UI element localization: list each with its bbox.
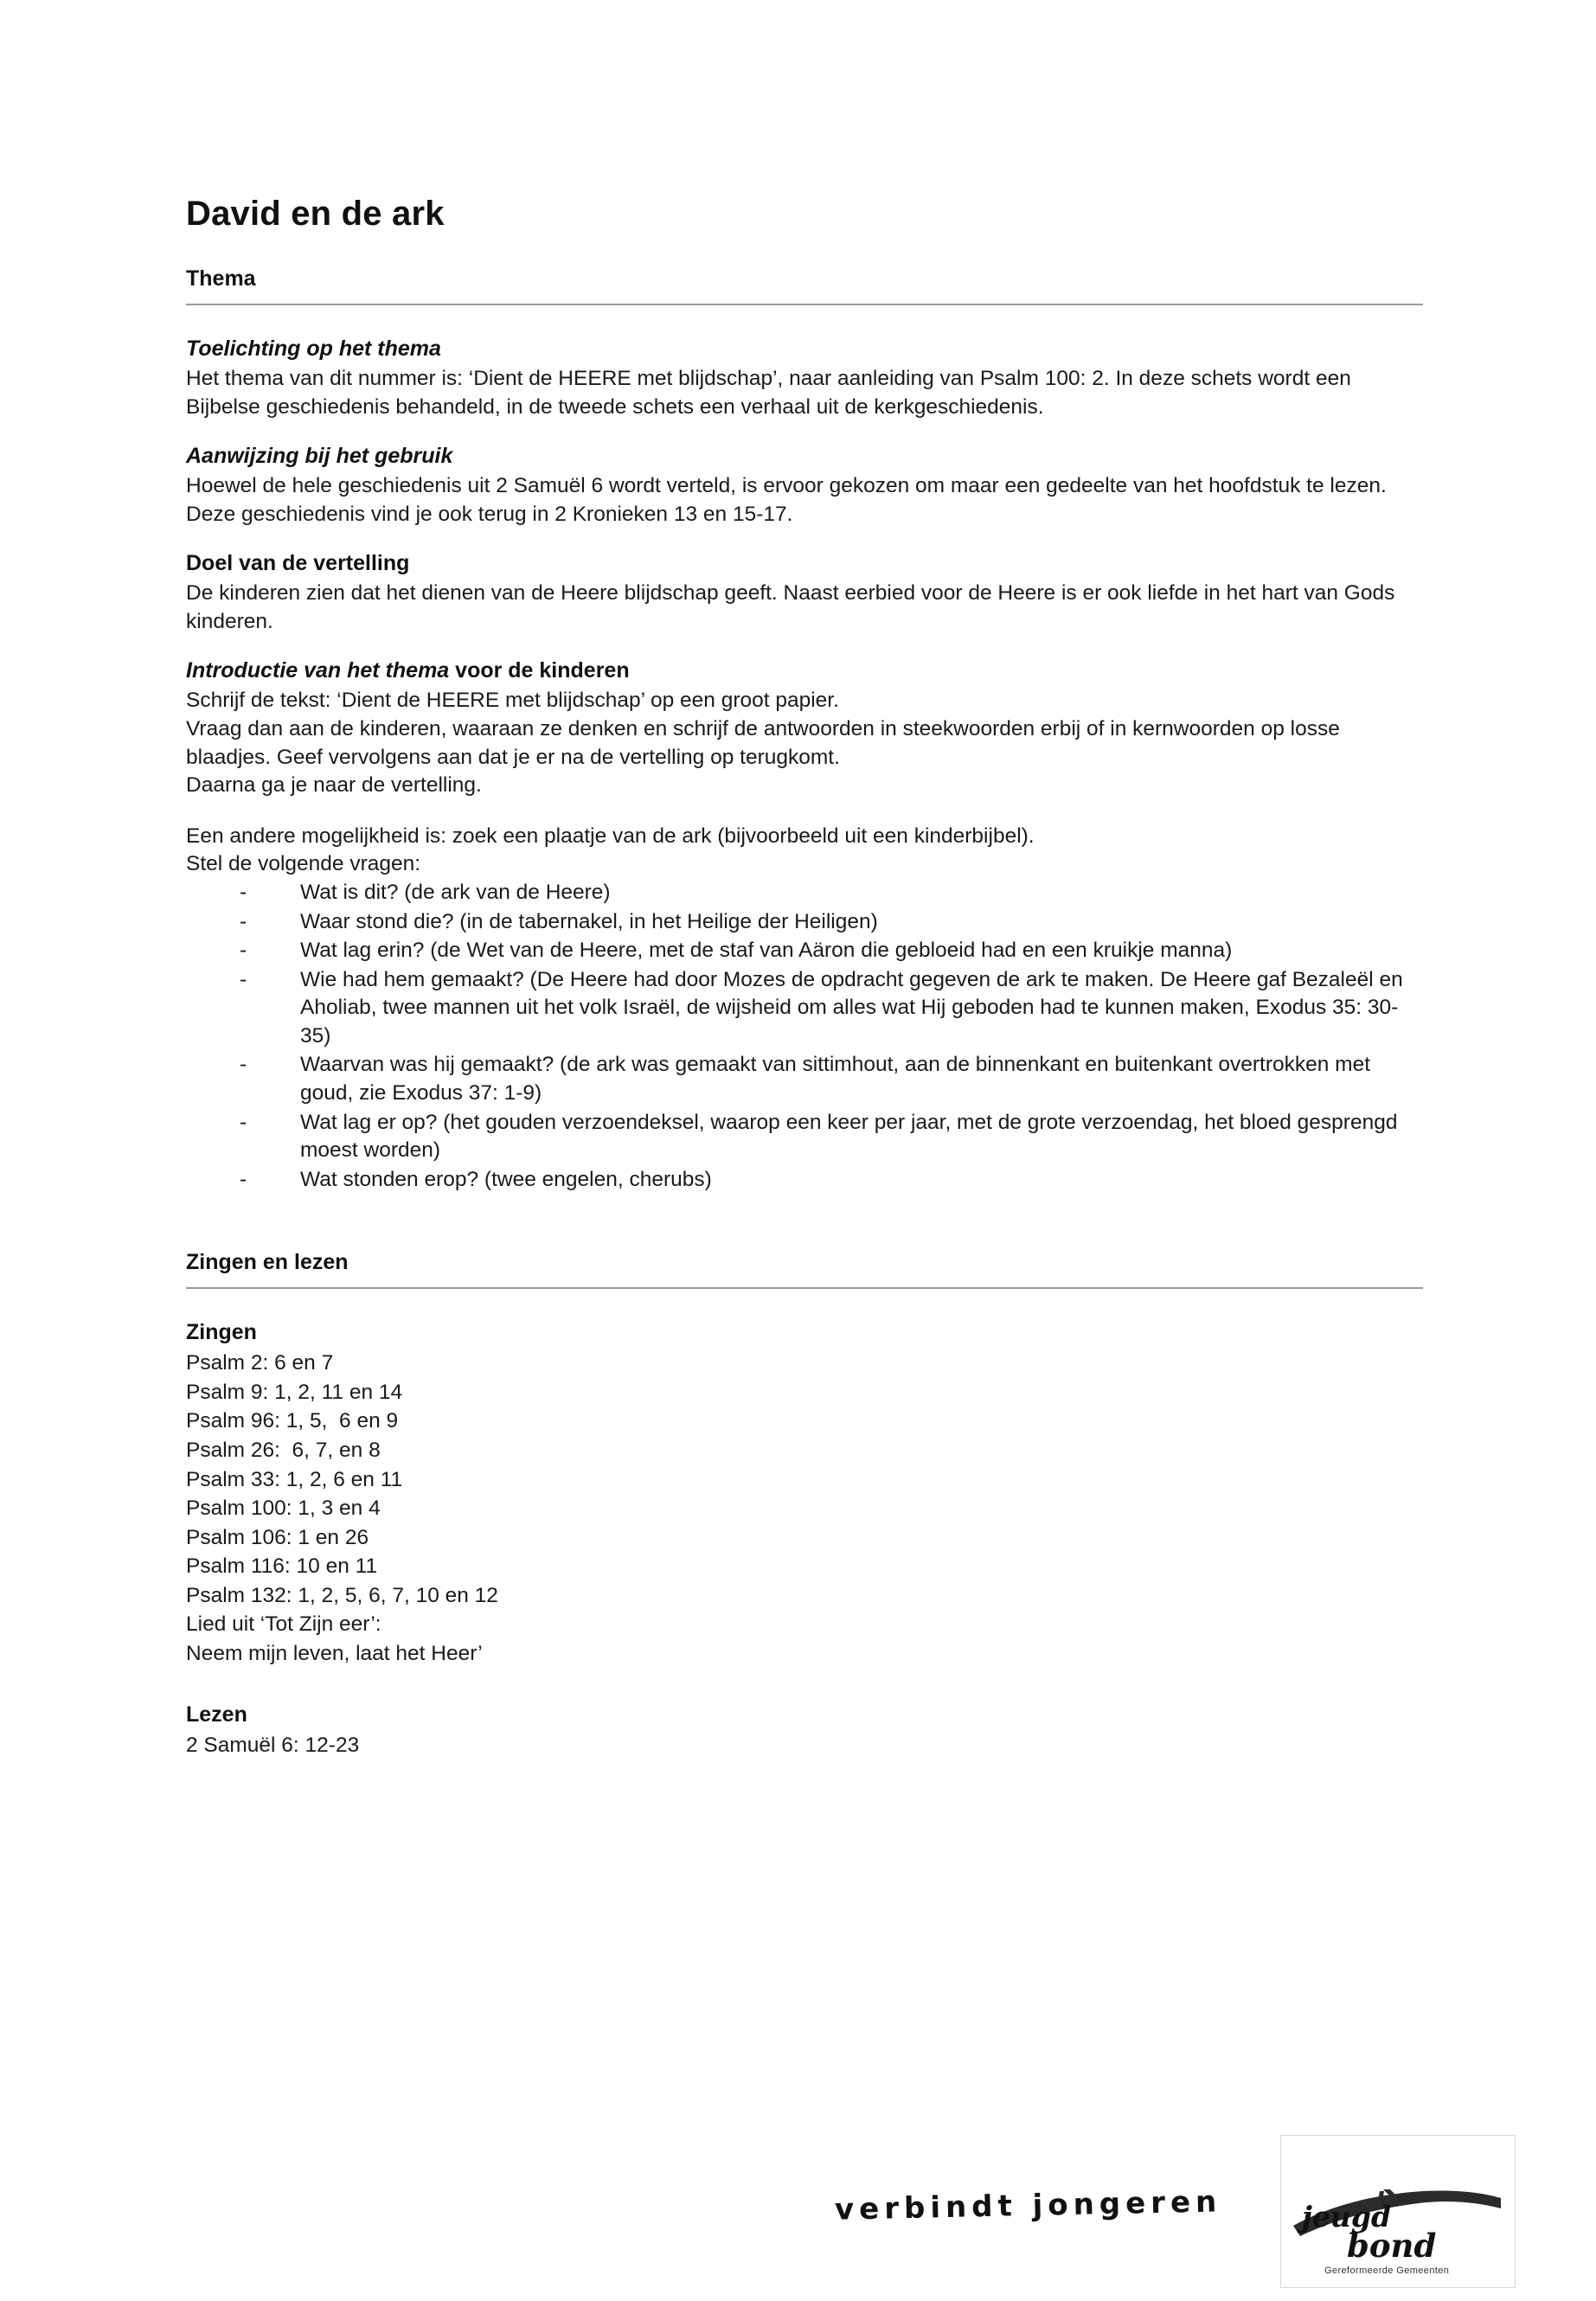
list-item: Psalm 106: 1 en 26 (186, 1525, 369, 1549)
block-gap (186, 1668, 1423, 1702)
paragraph-mogelijkheid: Een andere mogelijkheid is: zoek een plaatje van de ark (bijvoorbeeld uit een kinderbijbel). (186, 824, 1035, 848)
paragraph-gap (186, 800, 1423, 823)
list-item (240, 908, 1423, 937)
paragraph-introductie-1: Schrijf de tekst: ‘Dient de HEERE met blijdschap’ op een groot papier. (186, 689, 839, 713)
list-item-label: Wat lag erin? (de Wet van de Heere, met de staf van Aäron die gebloeid had en een kruikje manna) (300, 939, 1233, 963)
section-divider (186, 1287, 1423, 1289)
section-heading-zingen-en-lezen: Zingen en lezen (186, 1250, 349, 1275)
paragraph-aanwijzing: Hoewel de hele geschiedenis uit 2 Samuël 6 wordt verteld, is ervoor gekozen om maar een gedeelte van het hoofdstuk te lezen. Deze geschiedenis vind je ook terug in 2 Kronieken 13 en 15-17. (186, 474, 1387, 526)
list-item-label: Wat lag er op? (het gouden verzoendeksel, waarop een keer per jaar, met de grote verzoendag, het bloed gesprengd moest worden) (300, 1110, 1398, 1163)
jeugdbond-logo (1280, 2135, 1516, 2288)
list-item (240, 879, 1423, 907)
list-item (240, 966, 1423, 1051)
page-footer (0, 2128, 1596, 2301)
list-item: Lied uit ‘Tot Zijn eer’: (186, 1612, 381, 1637)
bullet-marker: - (240, 880, 247, 904)
list-item (240, 1166, 1423, 1195)
paragraph-introductie-2: Vraag dan aan de kinderen, waaraan ze denken en schrijf de antwoorden in steekwoorden erbij of in kernwoorden op losse blaadjes. Geef vervolgens aan dat je er na de vertelling op terugkomt. (186, 717, 1340, 769)
subheading-lezen: Lezen (186, 1702, 247, 1727)
subheading-introductie (186, 658, 1423, 683)
subheading-toelichting: Toelichting op het thema (186, 336, 441, 361)
logo-graphic (1293, 2144, 1501, 2274)
bullet-marker: - (240, 1167, 247, 1191)
paragraph-introductie-3: Daarna ga je naar de vertelling. (186, 773, 482, 798)
list-item: Psalm 100: 1, 3 en 4 (186, 1497, 381, 1521)
document-content (186, 195, 1423, 1760)
list-item: Psalm 26: 6, 7, en 8 (186, 1438, 381, 1462)
list-item: Neem mijn leven, laat het Heer’ (186, 1641, 483, 1665)
list-item (240, 1109, 1423, 1165)
bullet-marker: - (240, 967, 247, 991)
list-item-label: Waar stond die? (in de tabernakel, in het Heilige der Heiligen) (300, 909, 878, 933)
logo-word-jeugd: jeugd (1302, 2200, 1392, 2234)
section-divider (186, 304, 1423, 305)
list-item: Psalm 96: 1, 5, 6 en 9 (186, 1409, 399, 1433)
list-item: Psalm 116: 10 en 11 (186, 1554, 378, 1579)
subheading-aanwijzing: Aanwijzing bij het gebruik (186, 444, 453, 469)
logo-subtitle: Gereformeerde Gemeenten (1324, 2266, 1450, 2276)
list-item-label: Waarvan was hij gemaakt? (de ark was gemaakt van sittimhout, aan de binnenkant en buitenkant overtrokken met goud, zie Exodus 37: 1-9) (300, 1053, 1371, 1105)
subheading-introductie-italic: Introductie van het thema (186, 658, 450, 683)
subheading-introductie-rest: voor de kinderen (449, 658, 630, 683)
list-item: Psalm 9: 1, 2, 11 en 14 (186, 1380, 403, 1404)
page-title: David en de ark (186, 195, 445, 233)
section-heading-thema: Thema (186, 266, 256, 291)
lezen-list (186, 1731, 1423, 1760)
subheading-zingen: Zingen (186, 1320, 257, 1345)
paragraph-vragen-intro: Stel de volgende vragen: (186, 852, 421, 876)
zingen-list (186, 1349, 1423, 1668)
list-item: 2 Samuël 6: 12-23 (186, 1734, 360, 1758)
list-item (240, 1051, 1423, 1107)
list-item: Psalm 2: 6 en 7 (186, 1351, 334, 1375)
paragraph-toelichting: Het thema van dit nummer is: ‘Dient de HEERE met blijdschap’, naar aanleiding van Psalm 100: 2. In deze schets wordt een Bijbelse geschiedenis behandeld, in de tweede schets een verhaal uit de kerkgeschiedenis. (186, 367, 1351, 419)
section-gap (186, 1195, 1423, 1250)
list-item-label: Wie had hem gemaakt? (De Heere had door Mozes de opdracht gegeven de ark te maken. De Heere gaf Bezaleël en Aholiab, twee mannen uit het volk Israël, de wijsheid om alles wat Hij geboden had te kunnen maken, Exodus 35: 30-35) (300, 967, 1403, 1048)
paragraph-doel: De kinderen zien dat het dienen van de Heere blijdschap geeft. Naast eerbied voor de Heere is er ook liefde in het hart van Gods kinderen. (186, 581, 1395, 633)
question-list (186, 879, 1423, 1194)
bullet-marker: - (240, 939, 247, 963)
list-item-label: Wat stonden erop? (twee engelen, cherubs) (300, 1167, 712, 1191)
bullet-marker: - (240, 1053, 247, 1077)
subheading-doel: Doel van de vertelling (186, 551, 410, 576)
list-item-label: Wat is dit? (de ark van de Heere) (300, 880, 611, 904)
list-item: Psalm 132: 1, 2, 5, 6, 7, 10 en 12 (186, 1583, 498, 1607)
list-item: Psalm 33: 1, 2, 6 en 11 (186, 1467, 403, 1491)
logo-word-bond: bond (1347, 2227, 1437, 2265)
bullet-marker: - (240, 909, 247, 933)
bullet-marker: - (240, 1110, 247, 1134)
footer-tagline: verbindt jongeren (834, 2184, 1222, 2227)
list-item (240, 937, 1423, 965)
